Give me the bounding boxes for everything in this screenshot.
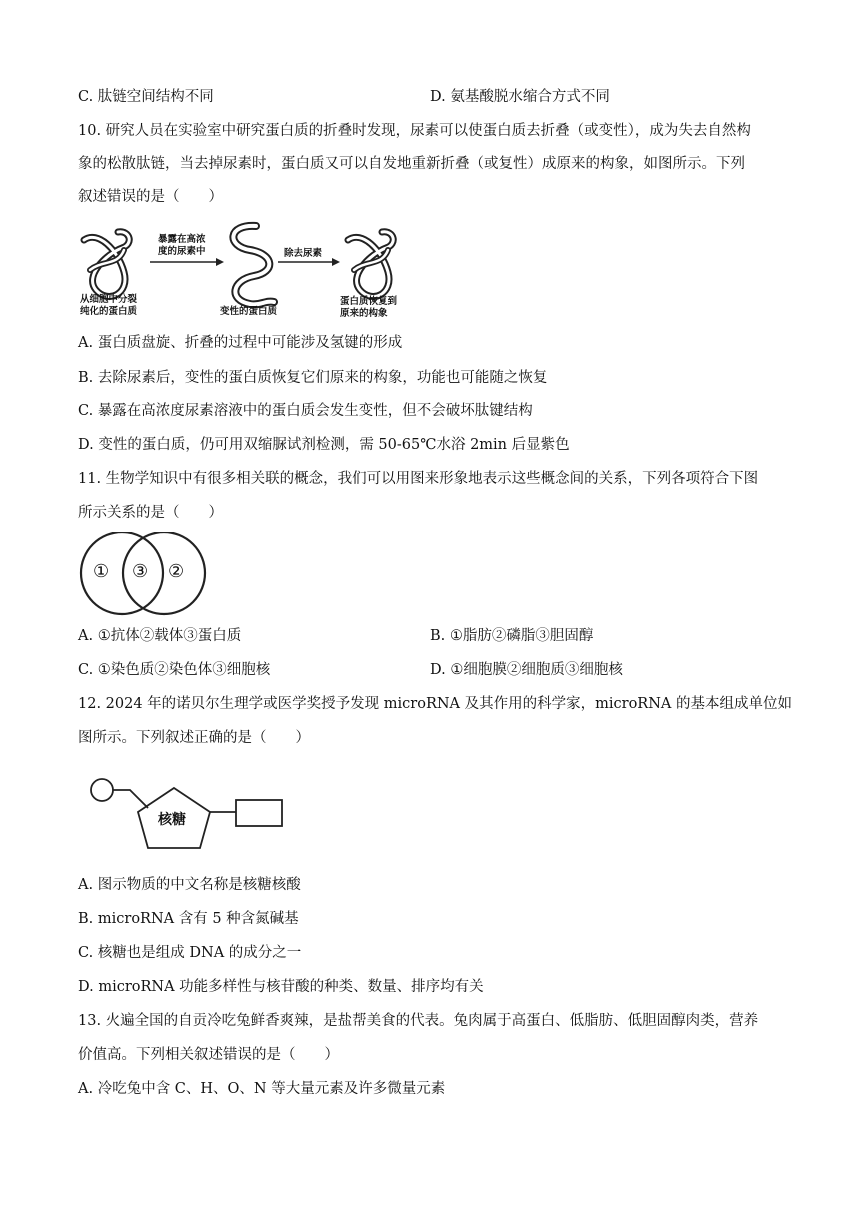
q13-stem-line-1: 13. 火遍全国的自贡冷吃兔鲜香爽辣，是盐帮美食的代表。兔肉属于高蛋白、低脂肪、低胆固醇肉类，营养 (78, 1013, 759, 1029)
q10-option-c: C. 暴露在高浓度尿素溶液中的蛋白质会发生变性，但不会破坏肽键结构 (78, 403, 533, 419)
ribose-label: 核糖 (158, 812, 186, 828)
renatured-protein-icon (348, 232, 393, 297)
q10-option-d: D. 变性的蛋白质，仍可用双缩脲试剂检测，需 50-65℃水浴 2min 后显紫色 (78, 437, 570, 453)
venn-label-1: ① (93, 561, 110, 582)
nucleotide-diagram (88, 774, 288, 864)
venn-label-3: ③ (132, 561, 149, 582)
q12-option-d: D. microRNA 功能多样性与核苷酸的种类、数量、排序均有关 (78, 979, 484, 995)
venn-diagram (76, 532, 210, 618)
q10-option-a: A. 蛋白质盘旋、折叠的过程中可能涉及氢键的形成 (78, 335, 403, 351)
denature-arrow-label-2: 度的尿素中 (158, 246, 206, 257)
q13-stem-line-2: 价值高。下列相关叙述错误的是（ ） (78, 1047, 339, 1063)
q11-option-b: B. ①脂肪②磷脂③胆固醇 (430, 628, 594, 644)
denature-arrow-label-1: 暴露在高浓 (158, 234, 206, 245)
q12-option-b: B. microRNA 含有 5 种含氮碱基 (78, 911, 299, 927)
q12-option-c: C. 核糖也是组成 DNA 的成分之一 (78, 945, 302, 961)
q10-stem-line-1: 10. 研究人员在实验室中研究蛋白质的折叠时发现，尿素可以使蛋白质去折叠（或变性），成为失去自然构 (78, 123, 751, 139)
q10-stem-line-3: 叙述错误的是（ ） (78, 189, 223, 205)
native-protein-icon (84, 232, 129, 297)
native-protein-label-1: 从细胞中分裂 (80, 294, 138, 305)
q9-option-c: C. 肽链空间结构不同 (78, 89, 214, 105)
base-rectangle-icon (236, 800, 282, 826)
q10-stem-line-2: 象的松散肽链，当去掉尿素时，蛋白质又可以自发地重新折叠（或复性）成原来的构象，如图所示。下列 (78, 156, 745, 172)
renature-arrow-label: 除去尿素 (284, 248, 323, 259)
renatured-protein-label-2: 原来的构象 (340, 308, 388, 319)
denatured-protein-icon (233, 226, 274, 305)
venn-label-2: ② (168, 561, 185, 582)
q11-option-d: D. ①细胞膜②细胞质③细胞核 (430, 662, 623, 678)
q12-stem-line-1: 12. 2024 年的诺贝尔生理学或医学奖授予发现 microRNA 及其作用的科学家，microRNA 的基本组成单位如 (78, 696, 792, 712)
q12-option-a: A. 图示物质的中文名称是核糖核酸 (78, 877, 301, 893)
renatured-protein-label-1: 蛋白质恢复到 (340, 296, 398, 307)
q11-stem-line-1: 11. 生物学知识中有很多相关联的概念，我们可以用图来形象地表示这些概念间的关系，下列各项符合下图 (78, 471, 759, 487)
q11-option-a: A. ①抗体②载体③蛋白质 (78, 628, 242, 644)
q11-option-c: C. ①染色质②染色体③细胞核 (78, 662, 271, 678)
q12-stem-line-2: 图所示。下列叙述正确的是（ ） (78, 730, 310, 746)
q11-stem-line-2: 所示关系的是（ ） (78, 505, 223, 521)
denatured-protein-label: 变性的蛋白质 (220, 306, 278, 317)
q10-option-b: B. 去除尿素后，变性的蛋白质恢复它们原来的构象，功能也可能随之恢复 (78, 370, 548, 386)
protein-folding-figure (78, 220, 418, 324)
phosphate-icon (91, 779, 113, 801)
native-protein-label-2: 纯化的蛋白质 (80, 306, 138, 317)
q9-option-d: D. 氨基酸脱水缩合方式不同 (430, 89, 610, 105)
q13-option-a: A. 冷吃兔中含 C、H、O、N 等大量元素及许多微量元素 (78, 1081, 446, 1097)
